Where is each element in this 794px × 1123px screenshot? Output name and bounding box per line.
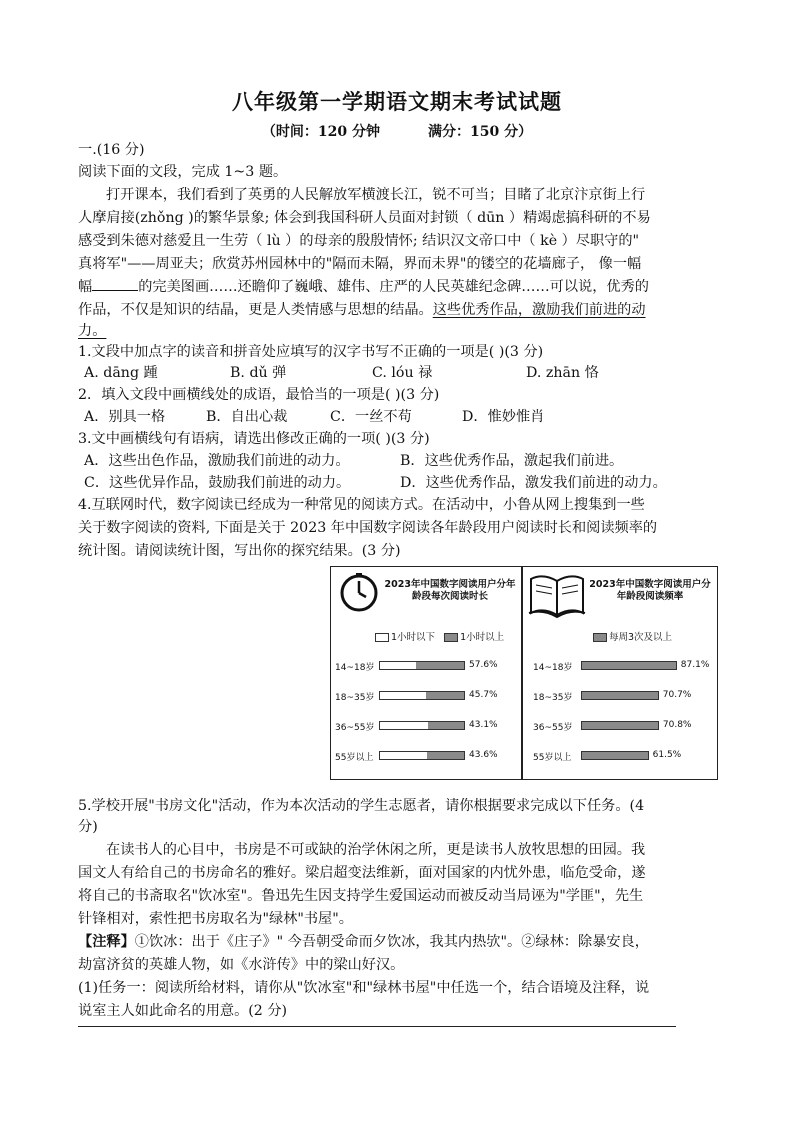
q5-material-4: 针锋相对，索性把书房取名为"绿林"书屋"。: [78, 911, 353, 927]
chart-1-category-label: 36~55岁: [335, 723, 375, 733]
q5-line-2: 分): [78, 819, 98, 835]
q2-option-a: A．别具一格: [84, 409, 166, 425]
q2-option-c: C．一丝不苟: [330, 409, 412, 425]
chart-1-bar-segment-above-1h: [416, 662, 464, 669]
chart-2-value-label: 70.8%: [662, 720, 692, 730]
chart-1-bar: [379, 691, 465, 700]
exam-score: 满分：150 分）: [428, 124, 533, 140]
chart-1-bar: [379, 661, 465, 670]
q1-option-d: D. zhān 恪: [526, 365, 599, 381]
passage-line-2: 人摩肩接(zhǒng )的繁华景象; 体会到我国科研人员面对封锁（ dūn ）精竭虑搞科研的不易: [78, 210, 651, 226]
clock-icon: [339, 573, 379, 613]
open-book-icon: [527, 571, 587, 619]
passage-line-5: 幅 的完美图画……还瞻仰了巍峨、雄伟、庄严的人民英雄纪念碑……可以说，优秀的: [78, 276, 728, 298]
q3-option-d: D．这些优秀作品，激发我们前进的动力。: [400, 475, 667, 491]
chart-1-bar-segment-above-1h: [426, 692, 464, 699]
chart-1-value-label: 57.6%: [469, 660, 498, 670]
note-label: 【注释】: [78, 934, 135, 950]
legend-swatch-dark: [593, 633, 607, 642]
passage-line-7: 力。: [78, 323, 107, 339]
chart-2-value-label: 61.5%: [652, 750, 682, 760]
q3-option-c: C．这些优异作品，鼓励我们前进的动力。: [84, 475, 351, 491]
chart-1-category-label: 55岁以上: [335, 753, 374, 763]
chart-2-bar: [581, 691, 659, 700]
q5-task1-2: 说室主人如此命名的用意。(2 分): [78, 1003, 288, 1019]
chart-1-bar-segment-below-1h: [380, 662, 416, 669]
q4-line-1: 4.互联网时代，数字阅读已经成为一种常见的阅读方式。在活动中，小鲁从网上搜集到一些: [78, 497, 645, 513]
q3-stem: 3.文中画横线句有语病，请选出修改正确的一项( )(3 分): [78, 431, 430, 447]
chart-2-value-label: 70.7%: [662, 690, 692, 700]
reading-stats-figure: [330, 566, 718, 780]
legend-swatch-light: [375, 633, 389, 642]
q5-material-2: 国文人有给自己的书房命名的雅好。梁启超变法维新，面对国家的内忧外患，临危受命，遂: [78, 865, 646, 881]
chart-2-legend: 每周3次及以上: [593, 629, 672, 643]
chart-1-category-label: 18~35岁: [335, 693, 375, 703]
section-heading: 一.(16 分): [78, 142, 145, 158]
chart-1-value-label: 43.6%: [469, 750, 498, 760]
q5-material-3: 将自己的书斋取名"饮冰室"。鲁迅先生因支持学生爱国运动而被反动当局诬为"学匪"，先生: [78, 888, 644, 904]
passage-line-3: 感受到朱德对慈爱且一生劳（ lù ）的母亲的殷殷情怀; 结识汉文帝口中（ kè ）尽职守的": [78, 233, 640, 249]
chart-1-bar-segment-above-1h: [427, 752, 464, 759]
q5-note-1: 【注释】①饮冰：出于《庄子》" 今吾朝受命而夕饮冰，我其内热欤"。②绿林：除暴安良，: [78, 934, 649, 950]
q5-line-1: 5.学校开展"书房文化"活动，作为本次活动的学生志愿者，请你根据要求完成以下任务。(4: [78, 798, 645, 814]
q1-stem: 1.文段中加点字的读音和拼音处应填写的汉字书写不正确的一项是( )(3 分): [78, 344, 544, 360]
chart-2-bar: [581, 721, 659, 730]
chart-1-bar: [379, 751, 465, 760]
q3-option-a: A．这些出色作品，激励我们前进的动力。: [84, 453, 350, 469]
passage-line-4: 真将军"——周亚夫；欣赏苏州园林中的"隔而未隔，界而未界"的镂空的花墙廊子， 像一幅: [78, 256, 642, 272]
q5-material-1: 在读书人的心目中，书房是不可或缺的治学休闲之所，更是读书人放牧思想的田园。我: [106, 842, 646, 858]
chart-1-legend: 1小时以下 1小时以上: [375, 629, 504, 643]
q2-option-b: B．自出心裁: [206, 409, 288, 425]
chart-1-value-label: 45.7%: [469, 690, 498, 700]
q4-line-2: 关于数字阅读的资料, 下面是关于 2023 年中国数字阅读各年龄段用户阅读时长和阅读频率的: [78, 520, 658, 536]
chart-2-bar: [581, 751, 649, 760]
chart-2-category-label: 36~55岁: [533, 723, 573, 733]
chart-1-bar-segment-below-1h: [380, 752, 427, 759]
chart-2-value-label: 87.1%: [680, 660, 710, 670]
chart-1-title: 2023年中国数字阅读用户分年龄段每次阅读时长: [384, 579, 516, 602]
exam-time: （时间：120 分钟: [261, 124, 380, 140]
answer-line[interactable]: [78, 1026, 676, 1027]
q3-option-b: B．这些优秀作品，激起我们前进。: [400, 453, 624, 469]
q1-option-a: A. dāng 踵: [84, 365, 158, 381]
chart-2-bar: [581, 661, 677, 670]
chart-1-bar-segment-above-1h: [428, 722, 464, 729]
page-title: 八年级第一学期语文期末考试试题: [232, 89, 562, 114]
q5-note-2: 劫富济贫的英雄人物，如《水浒传》中的梁山好汉。: [78, 957, 405, 973]
chart-1-category-label: 14~18岁: [335, 663, 375, 673]
chart-2-title: 2023年中国数字阅读用户分年龄段阅读频率: [589, 579, 711, 602]
chart-1-bar-segment-below-1h: [380, 722, 428, 729]
q5-task1-1: (1)任务一：阅读所给材料，请你从"饮冰室"和"绿林书屋"中任选一个，结合语境及注释，说: [78, 980, 650, 996]
underlined-sentence: 这些优秀作品，激励我们前进的动: [432, 302, 646, 318]
panel-divider: [521, 567, 523, 779]
chart-2-category-label: 14~18岁: [533, 663, 573, 673]
q2-option-d: D．惟妙惟肖: [462, 409, 545, 425]
chart-1-bar-segment-below-1h: [380, 692, 426, 699]
passage-line-6: 作品，不仅是知识的结晶，更是人类情感与思想的结晶。这些优秀作品，激励我们前进的动: [78, 302, 646, 318]
q1-option-b: B. dǔ 弹: [230, 365, 287, 381]
exam-info: [0, 121, 794, 141]
section-intro: 阅读下面的文段，完成 1~3 题。: [78, 164, 288, 180]
q2-stem: 2．填入文段中画横线处的成语，最恰当的一项是( )(3 分): [78, 387, 440, 403]
legend-swatch-dark: [444, 633, 458, 642]
fill-blank: [92, 276, 138, 291]
chart-2-category-label: 55岁以上: [533, 753, 572, 763]
chart-1-value-label: 43.1%: [469, 720, 498, 730]
chart-1-bar: [379, 721, 465, 730]
chart-2-category-label: 18~35岁: [533, 693, 573, 703]
q4-line-3: 统计图。请阅读统计图，写出你的探究结果。(3 分): [78, 543, 401, 559]
passage-line-1: 打开课本，我们看到了英勇的人民解放军横渡长江，锐不可当；目睹了北京汴京街上行: [106, 187, 646, 203]
q1-option-c: C. lóu 禄: [372, 365, 433, 381]
